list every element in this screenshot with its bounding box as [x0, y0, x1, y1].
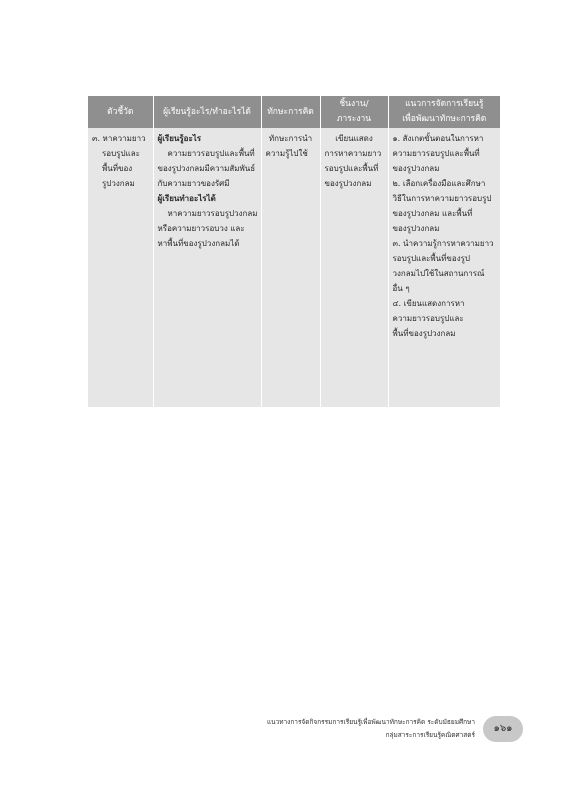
page-number-badge: ๑๖๑: [483, 716, 523, 742]
page-footer: [250, 716, 475, 742]
cell-indicator: ๓. หาความยาว รอบรูปและ พื้นที่ของ รูปวงกลม: [88, 128, 153, 407]
header-thinking-skill: ทักษะการคิด: [261, 96, 320, 128]
content-table: [88, 96, 500, 407]
header-indicator: ตัวชี้วัด: [88, 96, 153, 128]
header-learning: ผู้เรียนรู้อะไร/ทำอะไรได้: [153, 96, 261, 128]
table-header-row: [88, 96, 500, 128]
footer-title: แนวทางการจัดกิจกรรมการเรียนรู้เพื่อพัฒนาทักษะการคิด ระดับมัธยมศึกษา: [266, 718, 475, 726]
footer-subtitle: กลุ่มสาระการเรียนรู้คณิตศาสตร์: [385, 731, 475, 739]
header-work: ชิ้นงาน/ ภาระงาน: [320, 96, 388, 128]
cell-approach: ๑. สังเกตขั้นตอนในการหา ความยาวรอบรูปและพื้นที่ ของรูปวงกลม ๒. เลือกเครื่องมือและศึกษา วิธีในการหาความยาวรอบรูป ของรูปวงกลม และพื้นที่ ของรูปวงกลม ๓. นำความรู้การหาความยาว รอบรูปและพื้นที่ของรูป วงกลมไปใช้ในสถานการณ์ อื่น ๆ ๔. เขียนแสดงการหา ความยาวรอบรูปและ พื้นที่ของรูปวงกลม: [388, 128, 500, 407]
cell-learning: ผู้เรียนรู้อะไร ความยาวรอบรูปและพื้นที่ ของรูปวงกลมมีความสัมพันธ์ กับความยาวของรัศมี ผู้เรียนทำอะไรได้ หาความยาวรอบรูปวงกลม หรือความยาวรอบวง และ หาพื้นที่ของรูปวงกลมได้: [153, 128, 261, 407]
header-approach: แนวการจัดการเรียนรู้ เพื่อพัฒนาทักษะการคิด: [388, 96, 500, 128]
cell-thinking-skill: ทักษะการนำ ความรู้ไปใช้: [261, 128, 320, 407]
table-row: [88, 128, 500, 407]
cell-work: เขียนแสดง การหาความยาว รอบรูปและพื้นที่ ของรูปวงกลม: [320, 128, 388, 407]
